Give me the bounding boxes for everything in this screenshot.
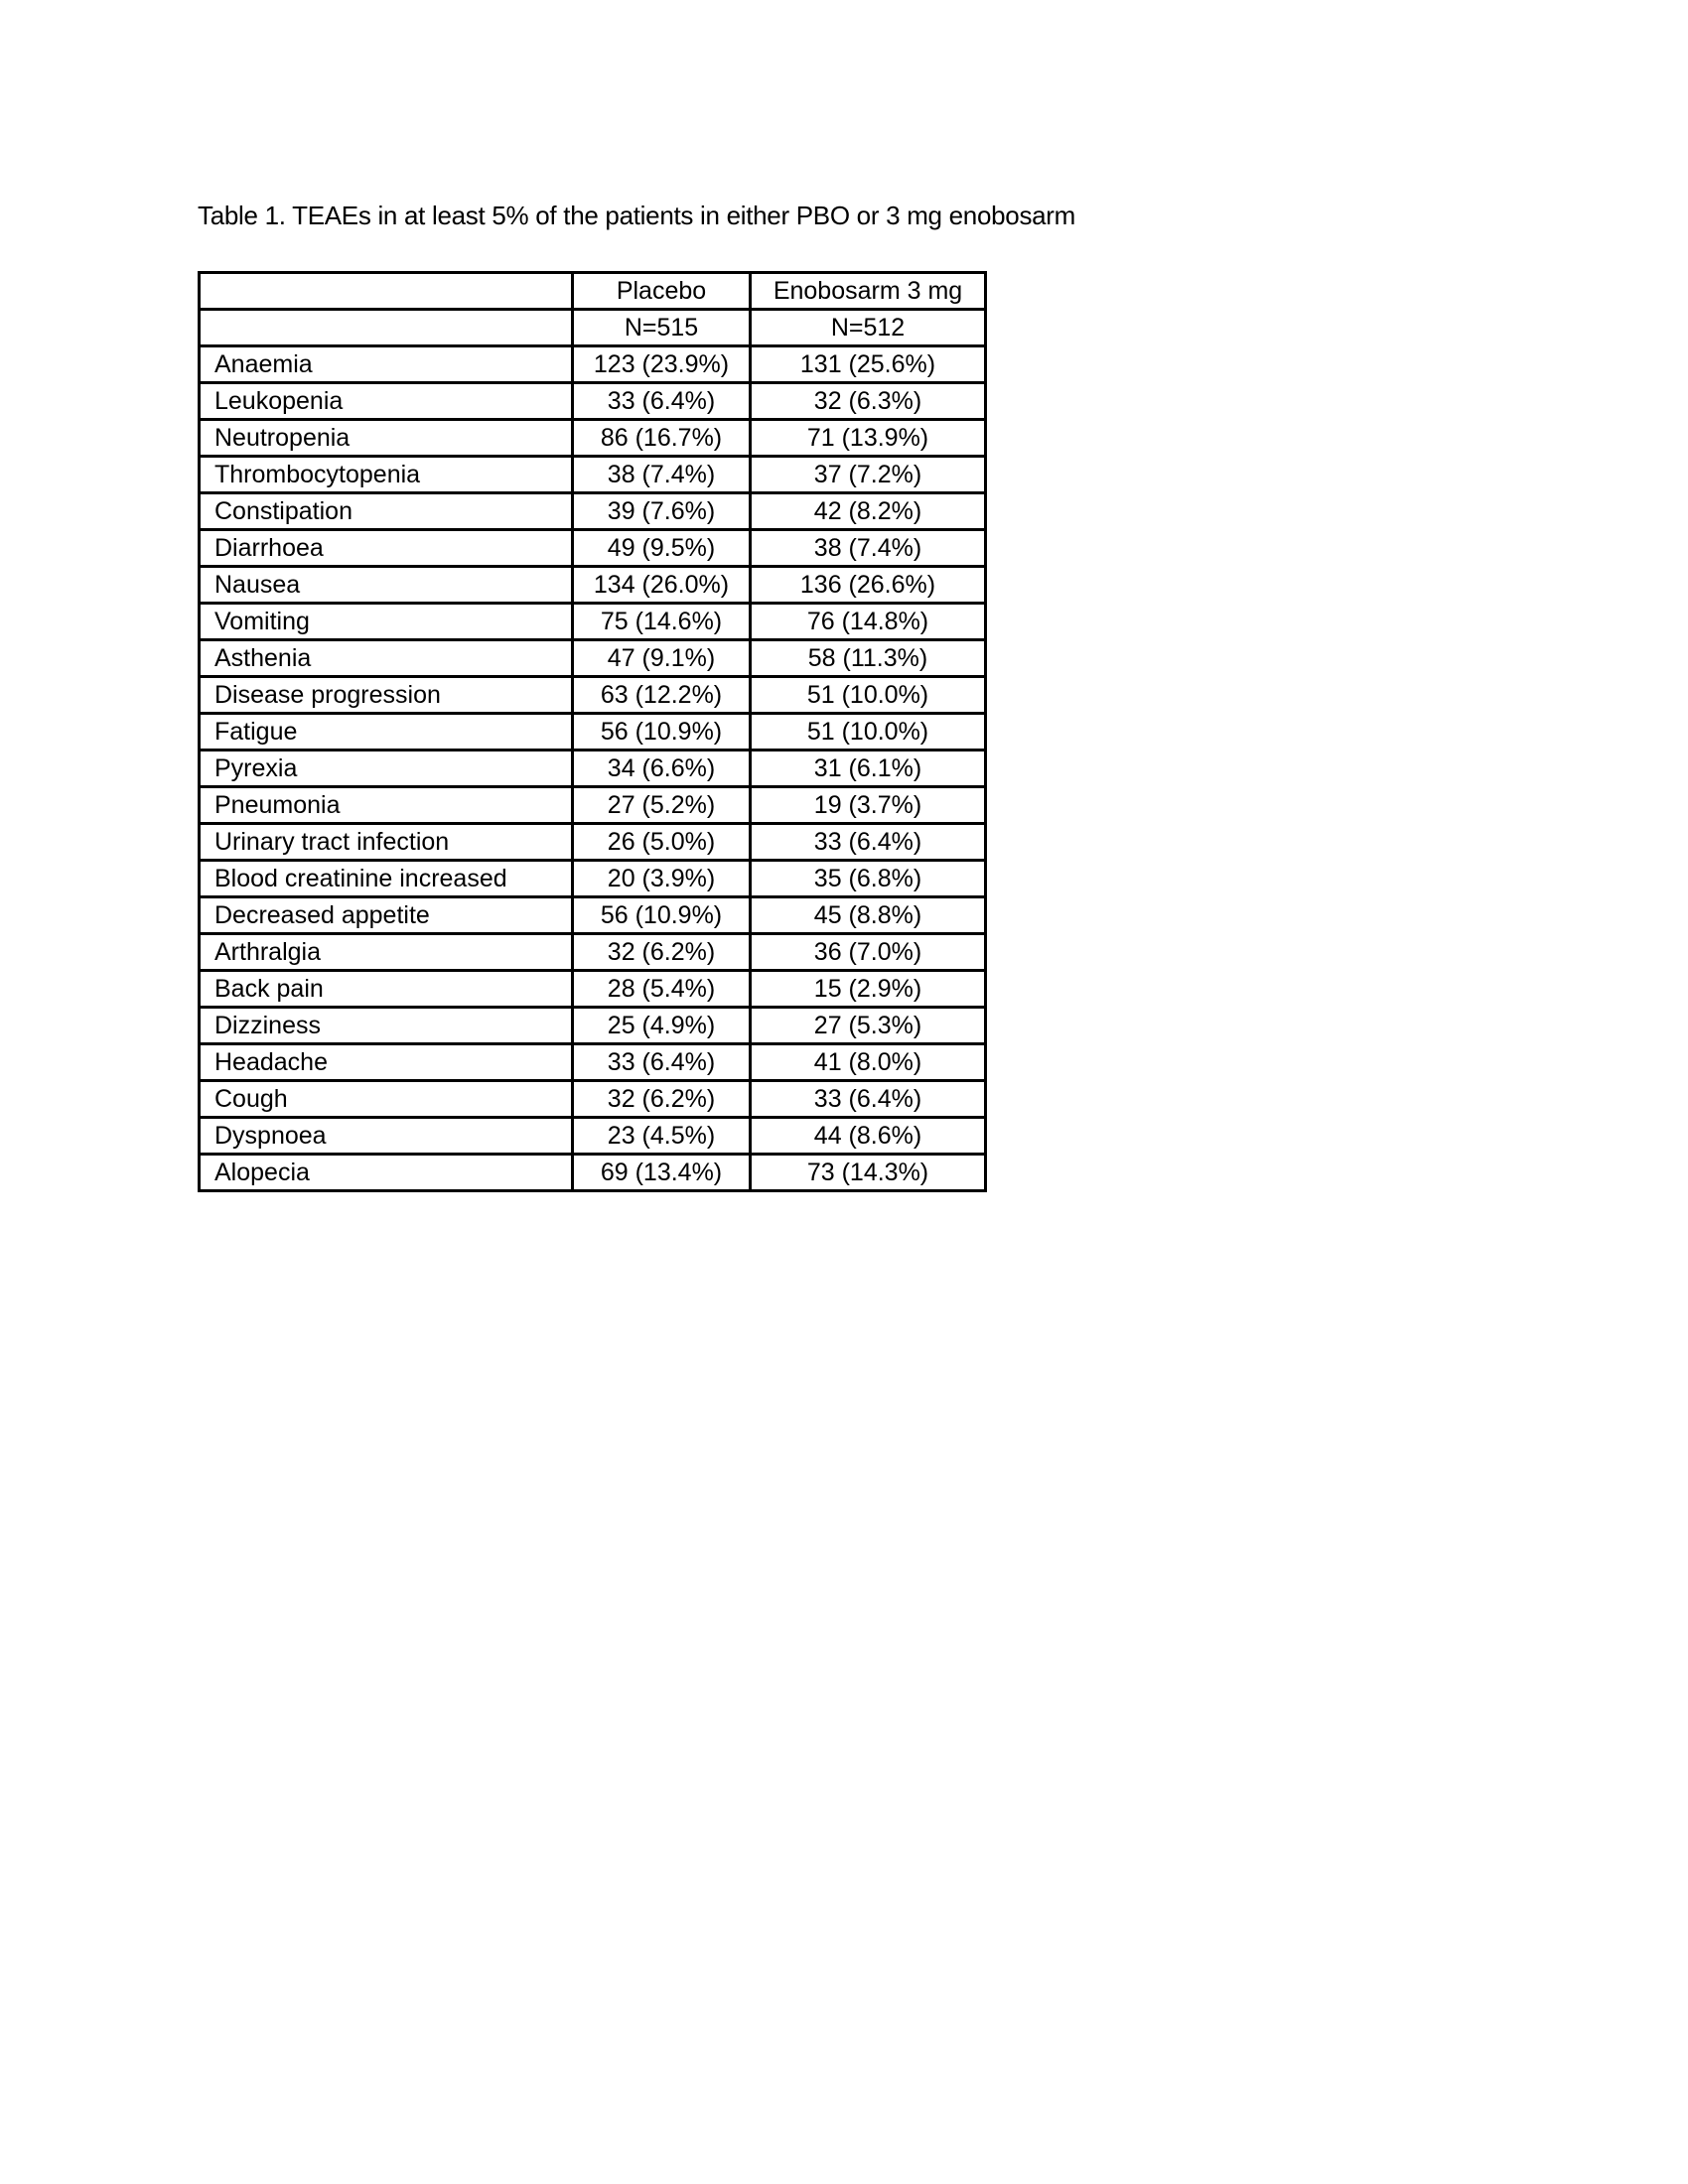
adverse-event-name: Dizziness (200, 1008, 573, 1044)
enobosarm-value: 51 (10.0%) (751, 714, 986, 751)
placebo-value: 27 (5.2%) (573, 787, 751, 824)
table-row (200, 824, 986, 861)
placebo-value: 32 (6.2%) (573, 934, 751, 971)
placebo-value: 20 (3.9%) (573, 861, 751, 897)
adverse-event-name: Headache (200, 1044, 573, 1081)
subheader-cell-enobosarm-n: N=512 (751, 310, 986, 346)
placebo-value: 75 (14.6%) (573, 604, 751, 640)
enobosarm-value: 19 (3.7%) (751, 787, 986, 824)
enobosarm-value: 131 (25.6%) (751, 346, 986, 383)
table-row (200, 493, 986, 530)
table-row (200, 787, 986, 824)
placebo-value: 56 (10.9%) (573, 714, 751, 751)
adverse-event-name: Pneumonia (200, 787, 573, 824)
adverse-event-name: Dyspnoea (200, 1118, 573, 1155)
placebo-value: 123 (23.9%) (573, 346, 751, 383)
enobosarm-value: 37 (7.2%) (751, 457, 986, 493)
table-row (200, 1081, 986, 1118)
placebo-value: 32 (6.2%) (573, 1081, 751, 1118)
table-row (200, 751, 986, 787)
subheader-row (200, 310, 986, 346)
adverse-event-name: Urinary tract infection (200, 824, 573, 861)
placebo-value: 25 (4.9%) (573, 1008, 751, 1044)
adverse-event-name: Fatigue (200, 714, 573, 751)
enobosarm-value: 136 (26.6%) (751, 567, 986, 604)
table-row (200, 897, 986, 934)
enobosarm-value: 33 (6.4%) (751, 824, 986, 861)
enobosarm-value: 71 (13.9%) (751, 420, 986, 457)
table-row (200, 346, 986, 383)
subheader-cell-label (200, 310, 573, 346)
enobosarm-value: 44 (8.6%) (751, 1118, 986, 1155)
adverse-event-name: Back pain (200, 971, 573, 1008)
enobosarm-value: 58 (11.3%) (751, 640, 986, 677)
header-cell-placebo: Placebo (573, 273, 751, 310)
placebo-value: 26 (5.0%) (573, 824, 751, 861)
adverse-event-name: Alopecia (200, 1155, 573, 1191)
placebo-value: 69 (13.4%) (573, 1155, 751, 1191)
adverse-event-name: Nausea (200, 567, 573, 604)
enobosarm-value: 27 (5.3%) (751, 1008, 986, 1044)
adverse-event-name: Arthralgia (200, 934, 573, 971)
placebo-value: 28 (5.4%) (573, 971, 751, 1008)
table-row (200, 530, 986, 567)
adverse-event-name: Thrombocytopenia (200, 457, 573, 493)
table-row (200, 567, 986, 604)
adverse-event-name: Pyrexia (200, 751, 573, 787)
table-row (200, 971, 986, 1008)
header-cell-label (200, 273, 573, 310)
table-row (200, 934, 986, 971)
placebo-value: 49 (9.5%) (573, 530, 751, 567)
adverse-event-name: Constipation (200, 493, 573, 530)
adverse-event-name: Diarrhoea (200, 530, 573, 567)
enobosarm-value: 15 (2.9%) (751, 971, 986, 1008)
adverse-event-name: Vomiting (200, 604, 573, 640)
table-row (200, 714, 986, 751)
teae-table (198, 271, 987, 1192)
enobosarm-value: 33 (6.4%) (751, 1081, 986, 1118)
table-caption: Table 1. TEAEs in at least 5% of the patients in either PBO or 3 mg enobosarm (198, 201, 1076, 230)
enobosarm-value: 38 (7.4%) (751, 530, 986, 567)
placebo-value: 34 (6.6%) (573, 751, 751, 787)
adverse-event-name: Asthenia (200, 640, 573, 677)
placebo-value: 63 (12.2%) (573, 677, 751, 714)
enobosarm-value: 45 (8.8%) (751, 897, 986, 934)
adverse-event-name: Anaemia (200, 346, 573, 383)
placebo-value: 47 (9.1%) (573, 640, 751, 677)
enobosarm-value: 35 (6.8%) (751, 861, 986, 897)
table-row (200, 604, 986, 640)
adverse-event-name: Neutropenia (200, 420, 573, 457)
enobosarm-value: 73 (14.3%) (751, 1155, 986, 1191)
subheader-cell-placebo-n: N=515 (573, 310, 751, 346)
enobosarm-value: 36 (7.0%) (751, 934, 986, 971)
adverse-event-name: Cough (200, 1081, 573, 1118)
enobosarm-value: 41 (8.0%) (751, 1044, 986, 1081)
enobosarm-value: 31 (6.1%) (751, 751, 986, 787)
table-row (200, 1044, 986, 1081)
placebo-value: 56 (10.9%) (573, 897, 751, 934)
placebo-value: 39 (7.6%) (573, 493, 751, 530)
enobosarm-value: 51 (10.0%) (751, 677, 986, 714)
placebo-value: 23 (4.5%) (573, 1118, 751, 1155)
placebo-value: 33 (6.4%) (573, 1044, 751, 1081)
enobosarm-value: 42 (8.2%) (751, 493, 986, 530)
table-row (200, 861, 986, 897)
table-row (200, 457, 986, 493)
table-row (200, 677, 986, 714)
placebo-value: 38 (7.4%) (573, 457, 751, 493)
table-row (200, 1155, 986, 1191)
placebo-value: 134 (26.0%) (573, 567, 751, 604)
table-row (200, 383, 986, 420)
adverse-event-name: Leukopenia (200, 383, 573, 420)
placebo-value: 86 (16.7%) (573, 420, 751, 457)
adverse-event-name: Disease progression (200, 677, 573, 714)
enobosarm-value: 32 (6.3%) (751, 383, 986, 420)
adverse-event-name: Decreased appetite (200, 897, 573, 934)
table-row (200, 640, 986, 677)
table-row (200, 420, 986, 457)
table-row (200, 1008, 986, 1044)
header-cell-enobosarm: Enobosarm 3 mg (751, 273, 986, 310)
enobosarm-value: 76 (14.8%) (751, 604, 986, 640)
table-row (200, 1118, 986, 1155)
header-row (200, 273, 986, 310)
adverse-event-name: Blood creatinine increased (200, 861, 573, 897)
placebo-value: 33 (6.4%) (573, 383, 751, 420)
